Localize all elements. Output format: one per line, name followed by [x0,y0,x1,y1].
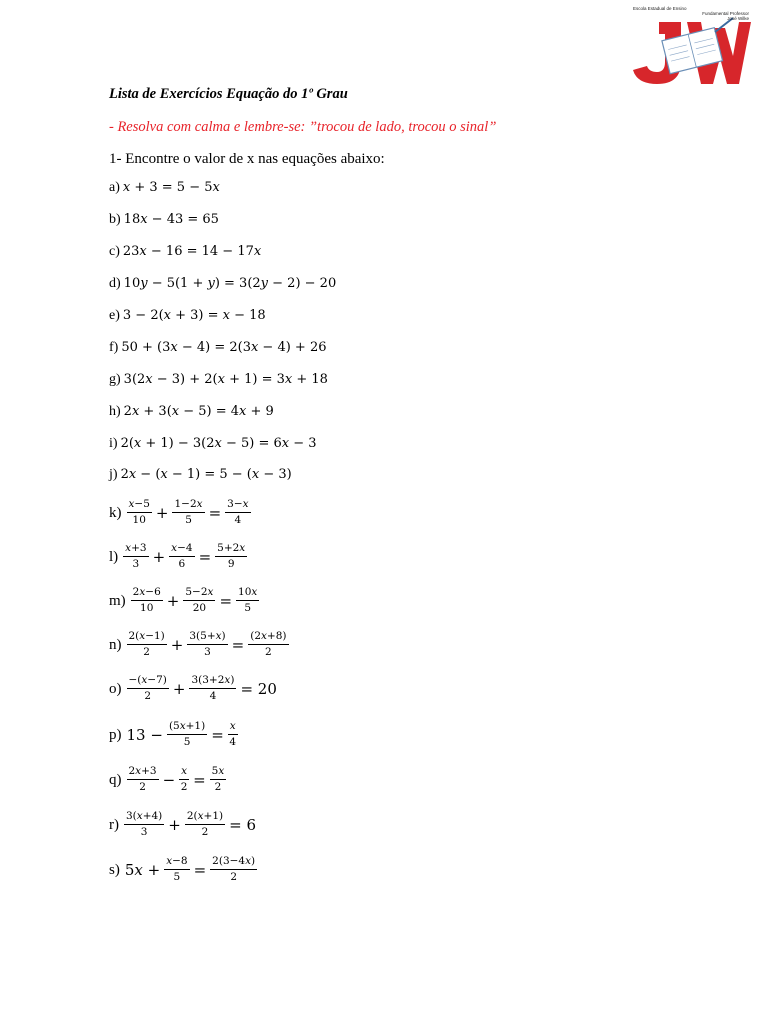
equation-j [109,465,292,485]
equation-expression: 18𝑥 − 43 = 65 [123,212,219,227]
fraction [164,855,189,884]
leading-term: 5𝑥 + [124,860,161,879]
equation-label: c) [109,244,120,259]
denominator: 3 [204,646,211,658]
numerator: 2(𝑥−1) [127,630,167,645]
numerator: 𝑥−5 [127,498,152,513]
fraction [179,765,189,794]
equals-sign: = [193,770,206,789]
equals-sign: = [198,547,212,566]
equation-i [109,434,317,454]
denominator: 4 [234,514,242,526]
fraction [183,586,215,615]
fraction [210,765,227,794]
fraction [185,810,225,839]
equation-label: r) [109,816,119,833]
equation-label: s) [109,861,120,878]
equals-sign: = [193,860,207,879]
equation-r [109,810,258,839]
fraction [228,720,238,749]
equation-e [109,306,266,326]
numerator: 3−𝑥 [225,498,250,513]
equation-l [109,542,249,571]
equation-label: k) [109,504,122,521]
numerator: 2𝑥−6 [131,586,163,601]
equation-expression: 2𝑥 − (𝑥 − 1) = 5 − (𝑥 − 3) [120,467,292,482]
numerator: 3(3+2𝑥) [189,674,236,689]
denominator: 2 [201,826,209,838]
denominator: 10 [132,514,146,526]
numerator: 3(5+𝑥) [187,630,227,645]
equals-sign: = [219,591,233,610]
question-statement: 1- Encontre o valor de x nas equações abaixo: [109,151,385,167]
equation-n [109,630,291,659]
numerator: 3(𝑥+4) [124,810,164,825]
equation-label: n) [109,636,122,653]
fraction [187,630,227,659]
operator: + [170,635,184,654]
denominator: 2 [143,646,150,658]
denominator: 5 [185,514,192,526]
leading-term: 13 − [126,725,163,744]
equals-sign: = [231,635,245,654]
fraction [131,586,163,615]
equation-k [109,498,253,527]
denominator: 5 [173,871,181,883]
denominator: 9 [227,558,235,570]
equation-label: a) [109,180,120,195]
numerator: 𝑥−4 [169,542,194,557]
fraction [167,720,207,749]
equation-d [109,274,336,294]
equation-expression: 50 + (3𝑥 − 4) = 2(3𝑥 − 4) + 26 [121,340,327,355]
equation-expression: 2(𝑥 + 1) − 3(2𝑥 − 5) = 6𝑥 − 3 [120,436,317,451]
equation-expression: 23𝑥 − 16 = 14 − 17𝑥 [122,244,262,259]
fraction [225,498,250,527]
fraction [172,498,204,527]
equation-label: h) [109,404,121,419]
equation-s [109,855,259,884]
numerator: 5+2𝑥 [215,542,247,557]
fraction [127,498,152,527]
numerator: 𝑥 [179,765,189,780]
equation-label: b) [109,212,121,227]
equation-label: f) [109,340,119,355]
right-hand-side: = 6 [229,815,257,834]
operator: + [155,503,169,522]
equation-label: i) [109,436,118,451]
equation-g [109,370,328,390]
operator: − [162,770,176,789]
denominator: 2 [265,646,272,658]
operator: + [168,815,181,834]
equation-c [109,242,261,262]
fraction [236,586,259,615]
equation-q [109,765,228,794]
denominator: 2 [139,781,146,793]
equation-label: p) [109,726,122,743]
numerator: 5−2𝑥 [183,586,215,601]
denominator: 6 [178,558,186,570]
equation-label: l) [109,548,119,565]
numerator: 2𝑥+3 [127,765,159,780]
numerator: 5𝑥 [210,765,227,780]
numerator: 2(3−4𝑥) [210,855,257,870]
denominator: 2 [230,871,237,883]
numerator: 10𝑥 [236,586,259,601]
denominator: 2 [214,781,222,793]
operator: + [172,679,186,698]
school-name [633,6,749,21]
equation-f [109,338,327,358]
denominator: 4 [229,736,237,748]
fraction [169,542,194,571]
school-logo [629,4,753,88]
fraction [123,542,148,571]
equation-label: o) [109,680,122,697]
numerator: 𝑥 [228,720,238,735]
fraction [127,674,169,703]
school-name-line-2: Fundamental Professor [702,11,749,16]
numerator: 2(𝑥+1) [185,810,225,825]
equation-expression: 10𝑦 − 5(1 + 𝑦) = 3(2𝑦 − 2) − 20 [123,276,337,291]
equation-a [109,178,220,198]
equals-sign: = [211,725,224,744]
equation-label: m) [109,592,126,609]
equation-o [109,674,279,703]
numerator: −(𝑥−7) [127,674,169,689]
equation-label: d) [109,276,121,291]
fraction [127,630,167,659]
numerator: 𝑥+3 [123,542,148,557]
denominator: 5 [244,602,251,614]
denominator: 3 [140,826,148,838]
equation-b [109,210,219,230]
denominator: 10 [140,602,154,614]
subtitle-hint: - Resolva com calma e lembre-se: ”trocou de lado, trocou o sinal” [109,119,497,135]
equation-h [109,402,274,422]
fraction [124,810,164,839]
right-hand-side: = 20 [240,679,277,698]
denominator: 2 [180,781,188,793]
numerator: (2𝑥+8) [248,630,288,645]
page-title: Lista de Exercícios Equação do 1º Grau [109,86,348,102]
equation-expression: 2𝑥 + 3(𝑥 − 5) = 4𝑥 + 9 [123,404,274,419]
equation-label: q) [109,771,122,788]
equation-label: g) [109,372,121,387]
equation-expression: 3 − 2(𝑥 + 3) = 𝑥 − 18 [122,308,266,323]
equals-sign: = [208,503,222,522]
fraction [210,855,257,884]
school-name-line-3: José Wilke [727,16,749,21]
denominator: 5 [183,736,191,748]
denominator: 2 [144,690,152,702]
denominator: 20 [192,602,207,614]
operator: + [152,547,166,566]
fraction [215,542,247,571]
denominator: 3 [132,558,140,570]
fraction [127,765,159,794]
equation-p [109,720,240,749]
numerator: 1−2𝑥 [172,498,204,513]
numerator: 𝑥−8 [164,855,189,870]
equation-label: e) [109,308,120,323]
equation-label: j) [109,467,118,482]
numerator: (5𝑥+1) [167,720,207,735]
school-name-line-1: Escola Estadual de Ensino [633,6,687,11]
equation-expression: 𝑥 + 3 = 5 − 5𝑥 [122,180,220,195]
equation-expression: 3(2𝑥 − 3) + 2(𝑥 + 1) = 3𝑥 + 18 [123,372,328,387]
denominator: 4 [209,690,217,702]
fraction [248,630,288,659]
equation-m [109,586,261,615]
fraction [189,674,236,703]
operator: + [166,591,180,610]
